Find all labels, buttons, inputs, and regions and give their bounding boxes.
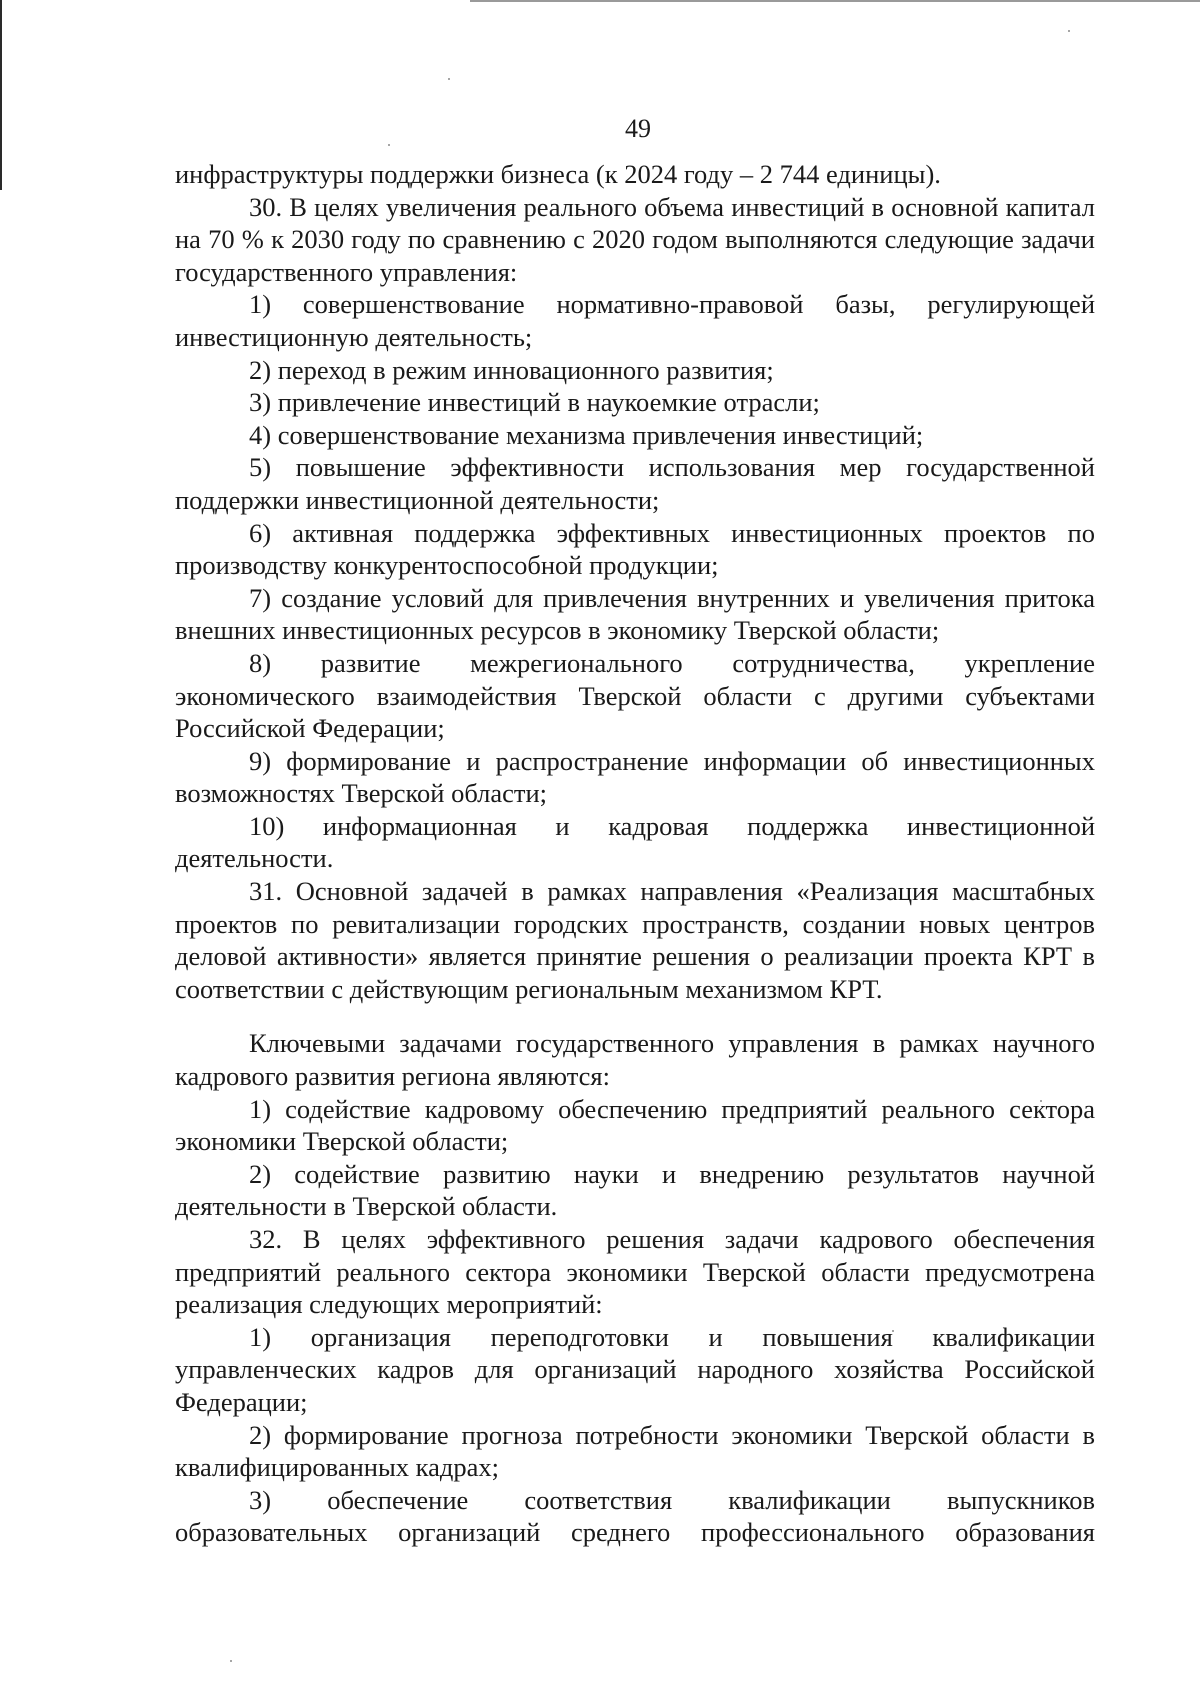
scan-speck (1068, 30, 1070, 32)
list-item: 4) совершенствование механизма привлечения инвестиций; (249, 419, 924, 450)
paragraph: 32. В целях эффективного решения задачи кадрового обеспечения предприятий реального сектора экономики Тверской области предусмотрена реализация следующих мероприятий: (175, 1224, 1095, 1320)
list-item: 2) формирование прогноза потребности экономики Тверской области в квалифицированных кадрах; (175, 1419, 1095, 1483)
list-item: 1) совершенствование нормативно-правовой базы, регулирующей инвестиционную деятельность; (175, 289, 1095, 352)
list-item: 1) организация переподготовки и повышения квалификации управленческих кадров для организаций народного хозяйства Российской Федерации; (175, 1321, 1095, 1417)
paragraph: инфраструктуры поддержки бизнеса (к 2024 году – 2 744 единицы). (175, 159, 941, 189)
list-item: 2) содействие развитию науки и внедрению результатов научной деятельности в Тверской области. (175, 1158, 1095, 1222)
list-item: 5) повышение эффективности использования мер государственной поддержки инвестиционной деятельности; (175, 452, 1095, 515)
list-item: 2) переход в режим инновационного развития; (249, 354, 774, 385)
list-item: 1) содействие кадровому обеспечению предприятий реального сектора экономики Тверской области; (175, 1093, 1095, 1157)
scan-speck (448, 78, 450, 80)
list-item: 9) формирование и распространение информации об инвестиционных возможностях Тверской области; (175, 745, 1095, 809)
list-item: 7) создание условий для привлечения внутренних и увеличения притока внешних инвестиционных ресурсов в экономику Тверской области; (175, 582, 1095, 646)
paragraph: Ключевыми задачами государственного управления в рамках научного кадрового развития региона являются: (175, 1028, 1095, 1092)
page-number: 49 (625, 114, 651, 143)
list-item: 8) развитие межрегионального сотрудничества, укрепление экономического взаимодействия Тверской области с другими субъектами Российской Федерации; (175, 647, 1095, 744)
list-item: 3) привлечение инвестиций в наукоемкие отрасли; (249, 387, 820, 418)
list-item: 10) информационная и кадровая поддержка инвестиционной деятельности. (175, 810, 1095, 874)
scan-edge-left (0, 0, 2, 190)
list-item: 3) обеспечение соответствия квалификации выпускников образовательных организаций среднего профессионального образования (175, 1484, 1095, 1548)
paragraph: 31. Основной задачей в рамках направления «Реализация масштабных проектов по ревитализации городских пространств, создании новых центров деловой активности» является принятие решения о реализации проекта КРТ в соответствии с действующим региональным механизмом КРТ. (175, 876, 1095, 1004)
scan-speck (230, 1660, 232, 1662)
document-body (175, 158, 1095, 1549)
scan-speck (388, 144, 390, 146)
list-item: 6) активная поддержка эффективных инвестиционных проектов по производству конкурентоспособной продукции; (175, 517, 1095, 581)
scan-edge-top (470, 0, 1200, 2)
paragraph: 30. В целях увеличения реального объема инвестиций в основной капитал на 70 % к 2030 году по сравнению с 2020 годом выполняются следующие задачи государственного управления: (175, 191, 1095, 287)
